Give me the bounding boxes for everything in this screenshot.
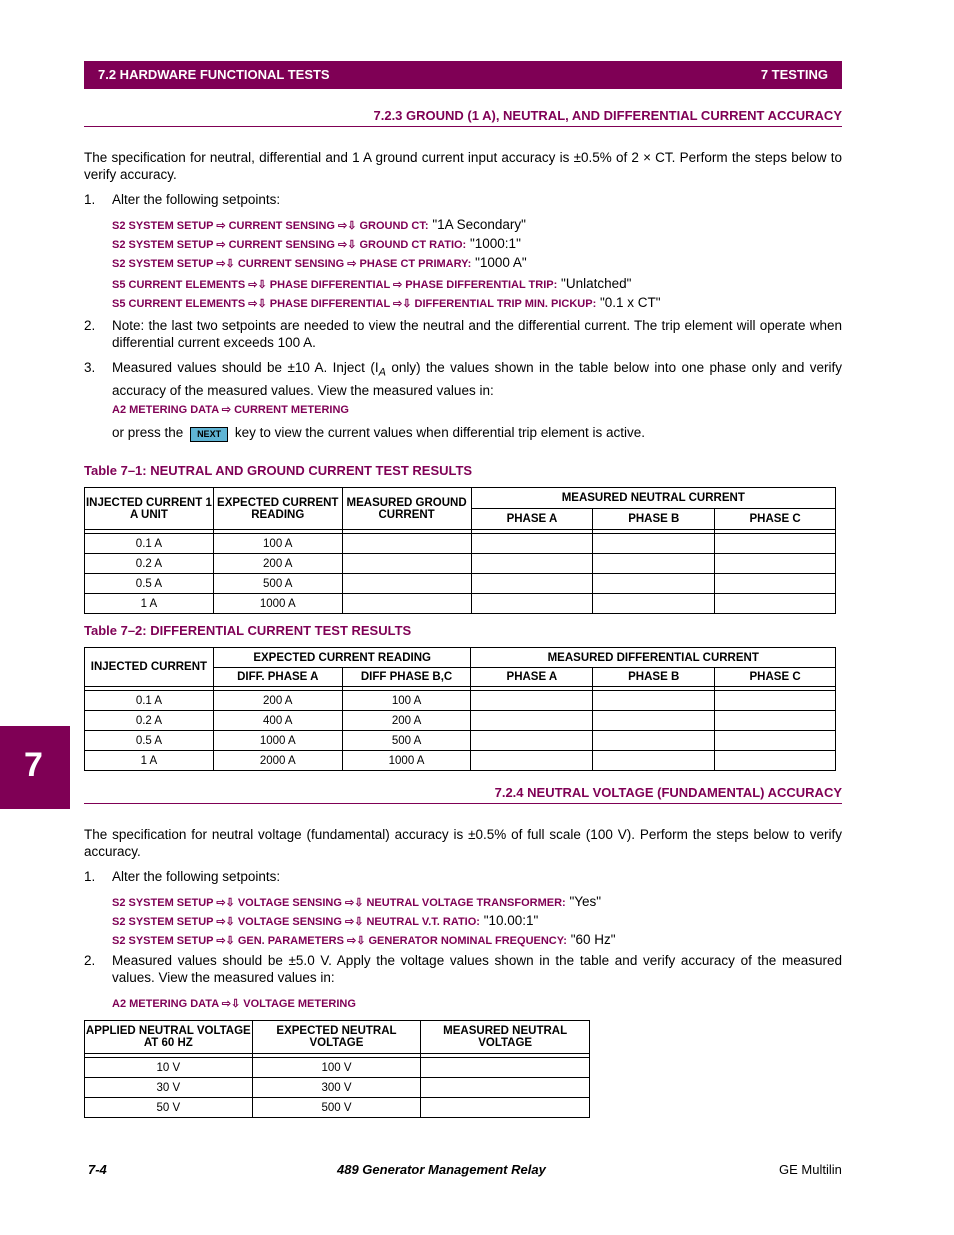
section-title-7-2-4: 7.2.4 NEUTRAL VOLTAGE (FUNDAMENTAL) ACCURACY (84, 785, 842, 804)
table-row (85, 691, 836, 711)
table-cell: 0.5 A (85, 574, 214, 594)
step-3-number: 3. (84, 360, 96, 375)
setpoint-line: S2 SYSTEM SETUP ⇨⇩ VOLTAGE SENSING ⇨⇩ NEUTRAL V.T. RATIO: "10.00:1" (112, 913, 539, 928)
table-row (85, 574, 836, 594)
table-cell: 1000 A (213, 594, 342, 614)
table-differential (84, 647, 836, 771)
col-phase-a: PHASE A (471, 668, 593, 687)
table-cell: 1 A (85, 594, 214, 614)
table-cell (421, 1078, 590, 1098)
step-2-text: Note: the last two setpoints are needed to view the neutral and the differential current. The trip element will operate when differential current exceeds 100 A. (112, 318, 842, 350)
chapter-side-tab: 7 (0, 726, 70, 809)
table-cell: 0.1 A (85, 691, 214, 711)
section-title-7-2-3: 7.2.3 GROUND (1 A), NEUTRAL, AND DIFFERENTIAL CURRENT ACCURACY (84, 108, 842, 127)
table-cell: 10 V (85, 1058, 253, 1078)
table-row (85, 1098, 590, 1118)
table-cell: 0.1 A (85, 534, 214, 554)
col-diff-phase-a: DIFF. PHASE A (213, 668, 342, 687)
table-row (85, 1078, 590, 1098)
col-phase-c: PHASE C (715, 668, 836, 687)
table-cell: 2000 A (213, 751, 342, 771)
table-cell: 0.5 A (85, 731, 214, 751)
table-cell: 500 A (213, 574, 342, 594)
table-cell (342, 594, 471, 614)
step-2-number: 2. (84, 318, 96, 333)
table-cell: 400 A (213, 711, 342, 731)
header-section: 7.2 HARDWARE FUNCTIONAL TESTS (98, 67, 330, 82)
table-cell (342, 554, 471, 574)
table-cell: 50 V (85, 1098, 253, 1118)
table-cell (715, 594, 836, 614)
table-cell (471, 554, 593, 574)
table-neutral-ground (84, 487, 836, 614)
table-cell: 1 A (85, 751, 214, 771)
table-cell (715, 731, 836, 751)
table-cell (593, 711, 715, 731)
table-cell: 1000 A (213, 731, 342, 751)
table-cell: 0.2 A (85, 554, 214, 574)
table-cell (471, 751, 593, 771)
intro-paragraph-voltage: The specification for neutral voltage (fundamental) accuracy is ±0.5% of full scale (100 V). Perform the steps below to verify accuracy. (84, 827, 842, 859)
setpoint-list-b (112, 275, 661, 313)
table-cell (471, 711, 593, 731)
col-injected: INJECTED CURRENT 1 A UNIT (85, 488, 214, 530)
col-phase-b: PHASE B (593, 668, 715, 687)
step-2-number: 2. (84, 953, 96, 968)
table-cell: 0.2 A (85, 711, 214, 731)
table-cell (715, 574, 836, 594)
setpoint-line: S5 CURRENT ELEMENTS ⇨⇩ PHASE DIFFERENTIAL ⇨⇩ DIFFERENTIAL TRIP MIN. PICKUP: "0.1 x CT" (112, 295, 661, 310)
table-cell: 200 A (213, 691, 342, 711)
step-2-text: Measured values should be ±5.0 V. Apply the voltage values shown in the table and verify accuracy of the measured values. View the measured values in: (112, 953, 842, 985)
table-row (85, 731, 836, 751)
footer-brand: GE Multilin (779, 1162, 842, 1177)
table-cell (471, 731, 593, 751)
step-1-text: Alter the following setpoints: (112, 192, 281, 207)
col-injected: INJECTED CURRENT (85, 648, 214, 687)
col-measured-ground: MEASURED GROUND CURRENT (342, 488, 471, 530)
table-cell (715, 534, 836, 554)
table-row (85, 594, 836, 614)
table-cell: 30 V (85, 1078, 253, 1098)
next-key-instruction: or press the NEXT key to view the current values when differential trip element is active. (112, 425, 646, 440)
table-row (85, 751, 836, 771)
header-chapter: 7 TESTING (760, 67, 828, 82)
table-cell: 100 A (342, 691, 471, 711)
table-2-caption: Table 7–2: DIFFERENTIAL CURRENT TEST RESULTS (84, 623, 412, 638)
table-cell (421, 1098, 590, 1118)
table-row (85, 554, 836, 574)
setpoint-line: S2 SYSTEM SETUP ⇨ CURRENT SENSING ⇨⇩ GROUND CT RATIO: "1000:1" (112, 236, 521, 251)
table-cell (593, 731, 715, 751)
setpoint-list-a (112, 216, 527, 273)
table-cell (593, 751, 715, 771)
table-row (85, 1021, 590, 1054)
table-neutral-voltage (84, 1020, 590, 1118)
table-cell: 300 V (252, 1078, 421, 1098)
table-cell: 1000 A (342, 751, 471, 771)
table-row (85, 488, 836, 509)
step-3-text: Measured values should be ±10 A. Inject ($I_A$ only) the values shown in the table below into one phase only and verify accuracy of the measured values. View the measured values in: (112, 360, 842, 398)
table-cell (715, 554, 836, 574)
table-cell: 200 A (342, 711, 471, 731)
footer-title: 489 Generator Management Relay (337, 1162, 546, 1177)
table-cell: 500 A (342, 731, 471, 751)
page-header (84, 61, 842, 89)
table-cell (593, 574, 715, 594)
col-expected: EXPECTED NEUTRAL VOLTAGE (252, 1021, 421, 1054)
next-key-icon: NEXT (190, 427, 228, 442)
setpoint-line: S2 SYSTEM SETUP ⇨⇩ CURRENT SENSING ⇨ PHASE CT PRIMARY: "1000 A" (112, 255, 527, 270)
table-cell (715, 691, 836, 711)
table-cell (593, 691, 715, 711)
setpoint-list-voltage (112, 893, 616, 950)
col-phase-a: PHASE A (471, 509, 593, 530)
metering-path-current: A2 METERING DATA ⇨ CURRENT METERING (112, 404, 349, 416)
col-applied: APPLIED NEUTRAL VOLTAGE AT 60 HZ (85, 1021, 253, 1054)
col-phase-b: PHASE B (593, 509, 715, 530)
table-cell (471, 574, 593, 594)
table-cell (593, 554, 715, 574)
col-measured: MEASURED NEUTRAL VOLTAGE (421, 1021, 590, 1054)
metering-path-voltage: A2 METERING DATA ⇨⇩ VOLTAGE METERING (112, 998, 356, 1010)
setpoint-line: S2 SYSTEM SETUP ⇨⇩ VOLTAGE SENSING ⇨⇩ NEUTRAL VOLTAGE TRANSFORMER: "Yes" (112, 894, 602, 909)
step-1-number: 1. (84, 192, 96, 207)
table-row (85, 534, 836, 554)
table-cell (421, 1058, 590, 1078)
col-expected-reading: EXPECTED CURRENT READING (213, 648, 471, 668)
table-cell (471, 691, 593, 711)
table-cell (715, 711, 836, 731)
table-cell (471, 534, 593, 554)
table-cell: 100 A (213, 534, 342, 554)
table-cell (342, 574, 471, 594)
table-cell (593, 594, 715, 614)
setpoint-line: S2 SYSTEM SETUP ⇨ CURRENT SENSING ⇨⇩ GROUND CT: "1A Secondary" (112, 217, 526, 232)
table-cell (342, 534, 471, 554)
table-cell (593, 534, 715, 554)
table-row (85, 648, 836, 668)
col-measured-diff: MEASURED DIFFERENTIAL CURRENT (471, 648, 836, 668)
col-expected: EXPECTED CURRENT READING (213, 488, 342, 530)
step-1-text: Alter the following setpoints: (112, 869, 281, 884)
intro-paragraph: The specification for neutral, differential and 1 A ground current input accuracy is ±0.5% of 2 × CT. Perform the steps below to verify accuracy. (84, 150, 842, 182)
footer-page-number: 7-4 (88, 1162, 107, 1177)
table-1-caption: Table 7–1: NEUTRAL AND GROUND CURRENT TEST RESULTS (84, 463, 473, 478)
table-cell: 100 V (252, 1058, 421, 1078)
step-1-number: 1. (84, 869, 96, 884)
setpoint-line: S5 CURRENT ELEMENTS ⇨⇩ PHASE DIFFERENTIAL ⇨ PHASE DIFFERENTIAL TRIP: "Unlatched" (112, 276, 632, 291)
table-row (85, 711, 836, 731)
table-row (85, 1058, 590, 1078)
table-cell: 200 A (213, 554, 342, 574)
table-cell (715, 751, 836, 771)
table-cell: 500 V (252, 1098, 421, 1118)
col-phase-c: PHASE C (715, 509, 836, 530)
col-diff-phase-bc: DIFF PHASE B,C (342, 668, 471, 687)
table-cell (471, 594, 593, 614)
col-measured-neutral: MEASURED NEUTRAL CURRENT (471, 488, 835, 509)
setpoint-line: S2 SYSTEM SETUP ⇨⇩ GEN. PARAMETERS ⇨⇩ GENERATOR NOMINAL FREQUENCY: "60 Hz" (112, 932, 616, 947)
